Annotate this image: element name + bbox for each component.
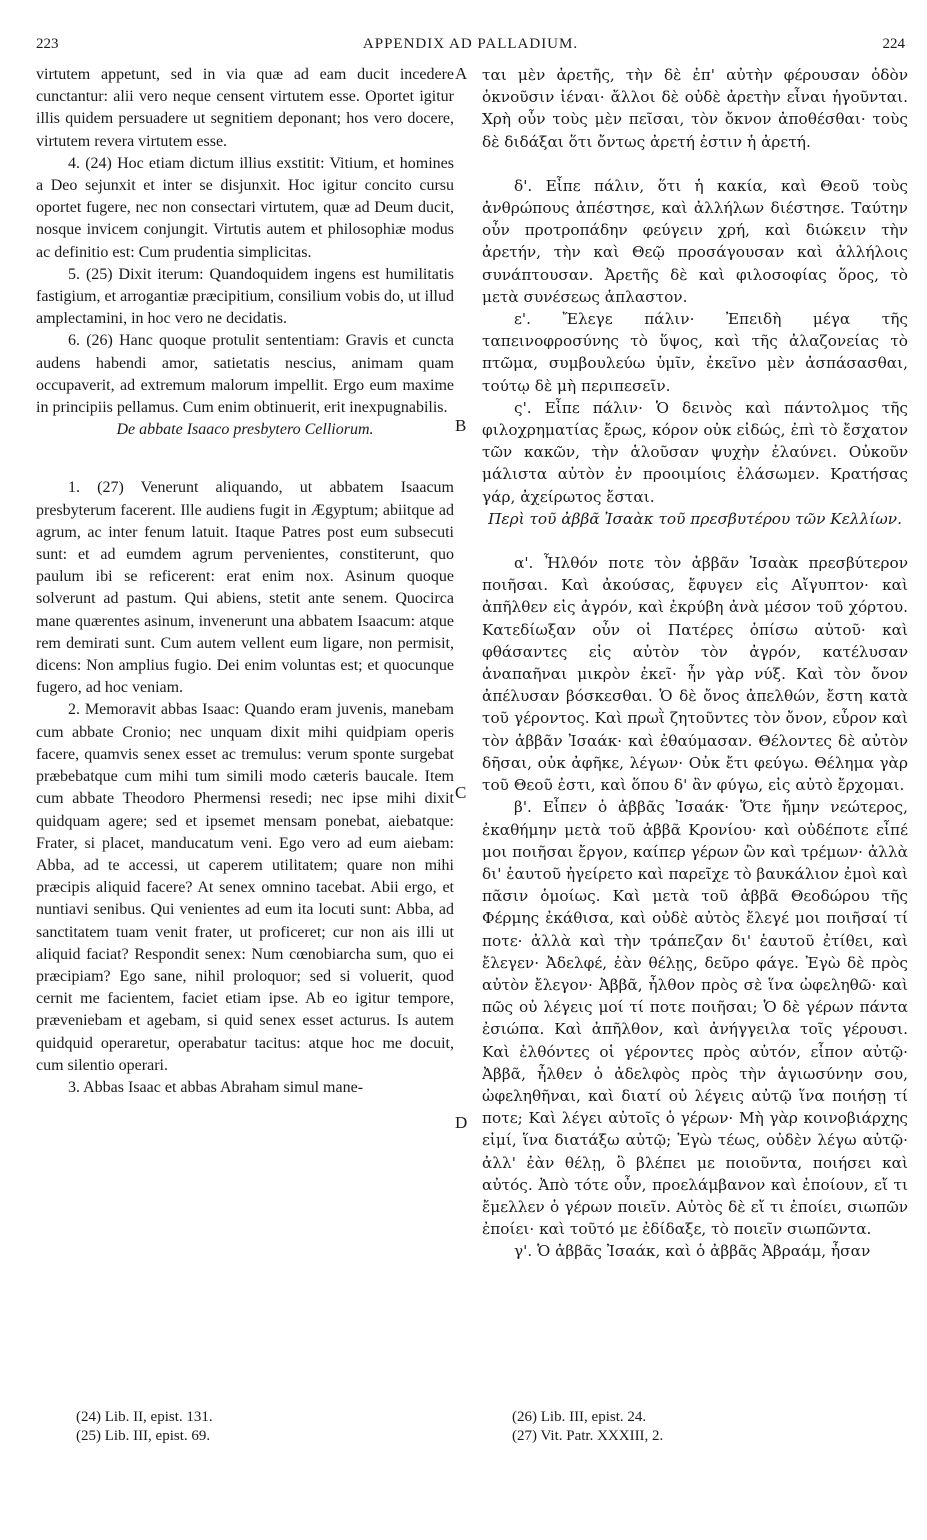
footnote: (25) Lib. III, epist. 69. bbox=[76, 1428, 211, 1444]
latin-paragraph: 1. (27) Venerunt aliquando, ut abbatem Isaacum presbyterum facerent. Ille audiens fugit in Ægyptum; abiitque ad agrum, ac inter fenum latuit. Itaque Patres post eum subsecuti sunt: et ad eumdem agrum pervenientes, constiterunt, quo paulum ibi se reficerent: erat enim nox. Asinum quoque solverunt ad pastum. Qui abiens, stetit ante senem. Quocirca mane quærentes asinum, invenerunt una abbatem Isaacum: atque rem demirati sunt. Cum autem vellent eum ligare, non permisit, dicens: Non amplius fugio. Dei enim voluntas est; et quocunque fugero, ad hoc veniam. bbox=[36, 479, 454, 697]
latin-paragraph: 4. (24) Hoc etiam dictum illius exstitit: Vitium, et homines a Deo sejunxit et inter se disjunxit. Hoc igitur concito cursu oportet fugere, nec non consectari virtutem, quæ ad Deum ducit, nosque invicem conjungit. Virtutis autem et philosophiæ modus ac definitio est: Cum prudentia simplicitas. bbox=[36, 154, 454, 261]
greek-paragraph: ται μὲν ἀρετῆς, τὴν δὲ ἐπ' αὐτὴν φέρουσαν ὁδὸν ὀκνοῦσιν ἰέναι· ἄλλοι δὲ οὐδὲ ἀρετὴν εἶναι ἡγοῦνται. Χρὴ οὖν τοὺς μὲν πεῖσαι, τὸν ὄκνον ἀποθέσθαι· τοὺς δὲ διδάξαι ὅτι ὄντως ἀρετή ἐστιν ἡ ἀρετή. bbox=[482, 66, 908, 151]
latin-paragraph: 3. Abbas Isaac et abbas Abraham simul mane- bbox=[68, 1078, 364, 1096]
greek-section-heading: Περὶ τοῦ ἀββᾶ Ἰσαὰκ τοῦ πρεσβυτέρου τῶν Κελλίων. bbox=[488, 509, 902, 528]
footnotes-right bbox=[512, 1408, 663, 1446]
margin-letter-a: A bbox=[455, 64, 468, 83]
latin-column bbox=[36, 64, 454, 1099]
latin-paragraph: 5. (25) Dixit iterum: Quandoquidem ingens est humilitatis fastigium, et arrogantiæ præcipitium, consilium vobis do, ut illud amplectamini, in hoc vero ne decidatis. bbox=[36, 265, 454, 328]
footnote: (27) Vit. Patr. XXXIII, 2. bbox=[512, 1428, 664, 1444]
footnote: (24) Lib. II, epist. 131. bbox=[76, 1409, 213, 1425]
margin-letter-b: B bbox=[455, 416, 467, 435]
greek-paragraph: ε'. Ἔλεγε πάλιν· Ἐπειδὴ μέγα τῆς ταπεινοφροσύνης τὸ ὕψος, καὶ τῆς ἀλαζονείας τὸ πτῶμα, συμβουλεύω ὑμῖν, ἐκεῖνο μὲν ἀσπάσασθαι, τούτῳ δὲ μὴ περιπεσεῖν. bbox=[482, 310, 908, 395]
greek-paragraph: α'. Ἦλθόν ποτε τὸν ἀββᾶν Ἰσαὰκ πρεσβύτερον ποιῆσαι. Καὶ ἀκούσας, ἔφυγεν εἰς Αἴγυπτον· καὶ ἀπῆλθεν εἰς ἀγρόν, καὶ ἐκρύβη ἀνὰ μέσον τοῦ χόρτου. Κατεδίωξαν οὖν οἱ Πατέρες ὀπίσω αὐτοῦ· καὶ φθάσαντες εἰς αὐτὸν τὸν ἀγρόν, κατέλυσαν ἀναπαῆναι μικρὸν ἐκεῖ· ἦν γὰρ νύξ. Καὶ τὸν ὄνον ἀπέλυσαν βόσκεσθαι. Ὁ δὲ ὄνος ἀπελθών, ἔστη κατὰ τοῦ γέροντος. Καὶ πρωῒ ζητοῦντες τὸν ὄνον, εὗρον καὶ τὸν ἀββᾶν Ἰσαάκ· καὶ ἐθαύμασαν. Θέλοντες δὲ αὐτὸν δῆσαι, οὐκ ἀφῆκε, λέγων· Οὐκ ἔτι φεύγω. Θέλημα γὰρ τοῦ Θεοῦ ἐστι, καὶ ὅπου δ' ἂν φύγω, εἰς αὐτὸ ἔρχομαι. bbox=[482, 554, 908, 795]
running-title: APPENDIX AD PALLADIUM. bbox=[362, 36, 579, 52]
margin-letter-d: D bbox=[455, 1113, 468, 1132]
page-number-left: 223 bbox=[36, 36, 59, 52]
latin-section-heading: De abbate Isaaco presbytero Celliorum. bbox=[116, 421, 374, 439]
greek-paragraph: β'. Εἶπεν ὁ ἀββᾶς Ἰσαάκ· Ὅτε ἤμην νεώτερος, ἐκαθήμην μετὰ τοῦ ἀββᾶ Κρονίου· καὶ οὐδέποτε εἶπέ μοι ποιῆσαι ἔργον, καίπερ γέρων ὢν καὶ τρέμων· ἀλλὰ δι' ἑαυτοῦ ἠγείρετο καὶ παρεῖχε τὸ βαυκάλιον ἐμοὶ καὶ πᾶσιν ὁμοίως. Καὶ μετὰ τοῦ ἀββᾶ Θεοδώρου τῆς Φέρμης ἐκάθισα, καὶ οὐδὲ αὐτὸς ἔλεγέ μοι ποιῆσαί τί ποτε· ἀλλὰ καὶ τὴν τράπεζαν δι' ἑαυτοῦ ἐτίθει, καὶ ἔλεγεν· Ἀδελφέ, ἐὰν θέλῃς, δεῦρο φάγε. Ἐγὼ δὲ πρὸς αὐτὸν ἔλεγον· Ἀββᾶ, ἦλθον πρὸς σὲ ἵνα ὠφεληθῶ· καὶ πῶς οὐ λέγεις μοί τί ποτε ποιῆσαι; Ὁ δὲ γέρων πάντα ἐσιώπα. Καὶ ἀπῆλθον, καὶ ἀνήγγειλα τοῖς γέρουσι. Καὶ ἐλθόντες οἱ γέροντες πρὸς αὐτόν, εἶπον αὐτῷ· Ἀββᾶ, ἦλθεν ὁ ἀδελφὸς πρὸς τὴν ἁγιωσύνην σου, ὠφεληθῆναι, καὶ διατί οὐ λέγεις αὐτῷ ἵνα ποιήσῃ τί ποτε; Καὶ λέγει αὐτοῖς ὁ γέρων· Μὴ γὰρ κοινοβιάρχης εἰμί, ἵνα διατάξω αὐτῷ; Ἐγὼ τέως, οὐδὲν λέγω αὐτῷ· ἀλλ' ἐὰν θέλῃ, ὃ βλέπει με ποιοῦντα, ποιήσει καὶ αὐτός. Ἀπὸ τότε οὖν, προελάμβανον καὶ ἐποίουν, εἴ τι ἔμελλεν ὁ γέρων ποιεῖν. Αὐτὸς δὲ εἴ τι ἐποίει, σιωπῶν ἐποίει· καὶ τοῦτό με ἐδίδαξε, τὸ ποιεῖν σιωπῶντα. bbox=[482, 798, 908, 1239]
page-number-right: 224 bbox=[882, 36, 905, 52]
latin-paragraph: virtutem appetunt, sed in via quæ ad eam ducit incedere cunctantur: alii vero neque censent virtutem esse. Oportet igitur illis quidem persuadere ut segnitiem deponant; hos vero docere, virtutem revera virtutem esse. bbox=[36, 66, 454, 150]
greek-paragraph: ς'. Εἶπε πάλιν· Ὁ δεινὸς καὶ πάντολμος τῆς φιλοχρηματίας ἔρως, κόρον οὐκ εἰδώς, ἐπὶ τὸ ἔσχατον τῶν κακῶν, τὴν ἁλοῦσαν ψυχὴν ἐλαύνει. Οὐκοῦν μάλιστα αὐτὸν ἐν προοιμίοις ἐλάσωμεν. Κρατήσας γάρ, ἀχείρωτος ἔσται. bbox=[482, 398, 908, 506]
latin-paragraph: 6. (26) Hanc quoque protulit sententiam: Gravis et cuncta audens habendi amor, satietatis nescius, animam quam occupaverit, ad extremum malorum impellit. Ergo eum maxime in principiis pellamus. Cum enim obtinuerit, erit inexpugnabilis. bbox=[36, 332, 454, 417]
greek-paragraph: γ'. Ὁ ἀββᾶς Ἰσαάκ, καὶ ὁ ἀββᾶς Ἀβραάμ, ἦσαν bbox=[514, 1242, 871, 1261]
margin-letter-c: C bbox=[455, 783, 467, 802]
greek-column bbox=[482, 64, 908, 1263]
greek-paragraph: δ'. Εἶπε πάλιν, ὅτι ἡ κακία, καὶ Θεοῦ τοὺς ἀνθρώπους ἀπέστησε, καὶ ἀλλήλων διέστησε. Ταύτην οὖν προτροπάδην φεύγειν χρή, καὶ διώκειν τὴν ἀρετήν, τὴν καὶ Θεῷ προσάγουσαν καὶ ἀλλήλοις συνάπτουσαν. Ἀρετῆς δὲ καὶ φιλοσοφίας ὅρος, τὸ μετὰ συνέσεως ἁπλαστον. bbox=[482, 176, 908, 306]
footnote: (26) Lib. III, epist. 24. bbox=[512, 1409, 647, 1425]
running-header bbox=[36, 36, 905, 60]
latin-paragraph: 2. Memoravit abbas Isaac: Quando eram juvenis, manebam cum abbate Cronio; nec unquam dixit mihi quidpiam operis facere, quamvis senex esset ac tremulus: verum sponte surgebat præbebatque cum mihi tum simili modo cæteris baucale. Item cum abbate Theodoro Phermensi resedi; nec ipse mihi dixit quidquam agere; sed et ipsemet mensam ponebat, aiebatque: Frater, si placet, manducatum veni. Ego vero ad eum aiebam: Abba, ad te accessi, ut caperem utilitatem; quare non mihi præcipis aliquid facere? At senex omnino tacebat. Abii ergo, et nuntiavi senibus. Qui venientes ad eum ita locuti sunt: Abba, ad sanctitatem tuam venit frater, ut proficeret; cur non ais illi ut aliquid faciat? Respondit senex: Num cœnobiarcha sum, quo ei præcipiam? Ego sane, nihil proloquor; sed si voluerit, quod cernit me facientem, faciet etiam ipse. Ab eo igitur tempore, præveniebam et agebam, si quid senex esset acturus. Is autem quidquid operaretur, operabatur tacitus: atque hoc me docuit, cum silentio operari. bbox=[36, 701, 454, 1074]
footnotes-left bbox=[76, 1408, 213, 1446]
